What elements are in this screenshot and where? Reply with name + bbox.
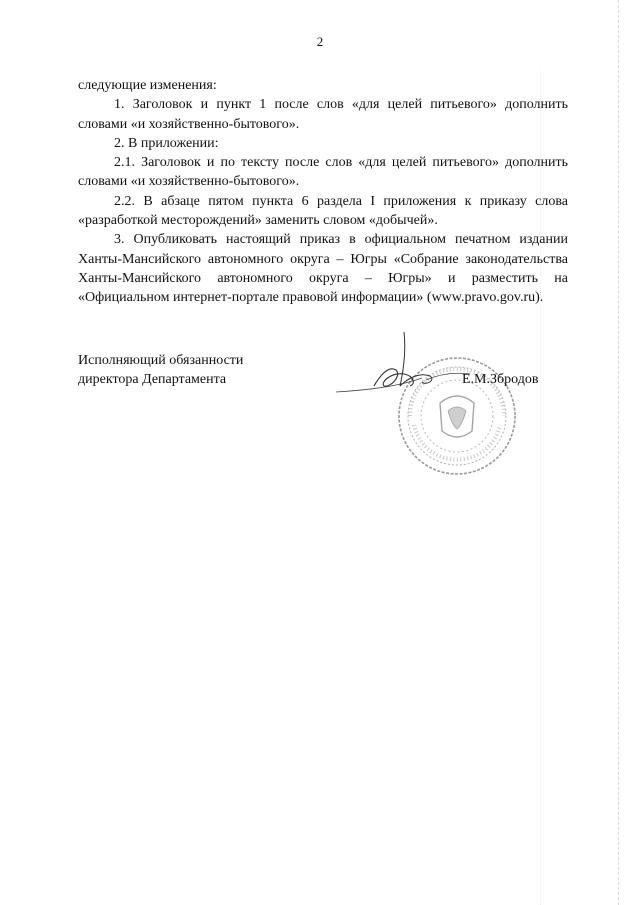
document-body (78, 76, 568, 308)
signer-name: Е.М.Збродов (462, 372, 539, 387)
item-3-paragraph: 3. Опубликовать настоящий приказ в официальном печатном издании Ханты-Мансийского автономного округа – Югры «Собрание законодательства Ханты-Мансийского автономного округа – Югры» и разместить на «Официальном интернет-портале правовой информации» (www.pravo.gov.ru). (78, 232, 568, 306)
signer-title-line-1: Исполняющий обязанности (78, 353, 244, 368)
intro-paragraph: следующие изменения: (78, 78, 217, 93)
scan-edge-line (618, 0, 619, 905)
page-number: 2 (316, 34, 324, 49)
item-1-paragraph: 1. Заголовок и пункт 1 после слов «для целей питьевого» дополнить словами «и хозяйственно-бытового». (78, 97, 568, 132)
item-2-1-paragraph: 2.1. Заголовок и по тексту после слов «для целей питьевого» дополнить словами «и хозяйственно-бытового». (78, 155, 568, 190)
item-2-paragraph: 2. В приложении: (114, 135, 219, 151)
item-2-2-paragraph: 2.2. В абзаце пятом пункта 6 раздела I приложения к приказу слова «разработкой месторождений» заменить словом «добычей». (78, 193, 568, 229)
signer-title-line-2: директора Департамента (78, 372, 227, 387)
signature-block (78, 351, 568, 389)
